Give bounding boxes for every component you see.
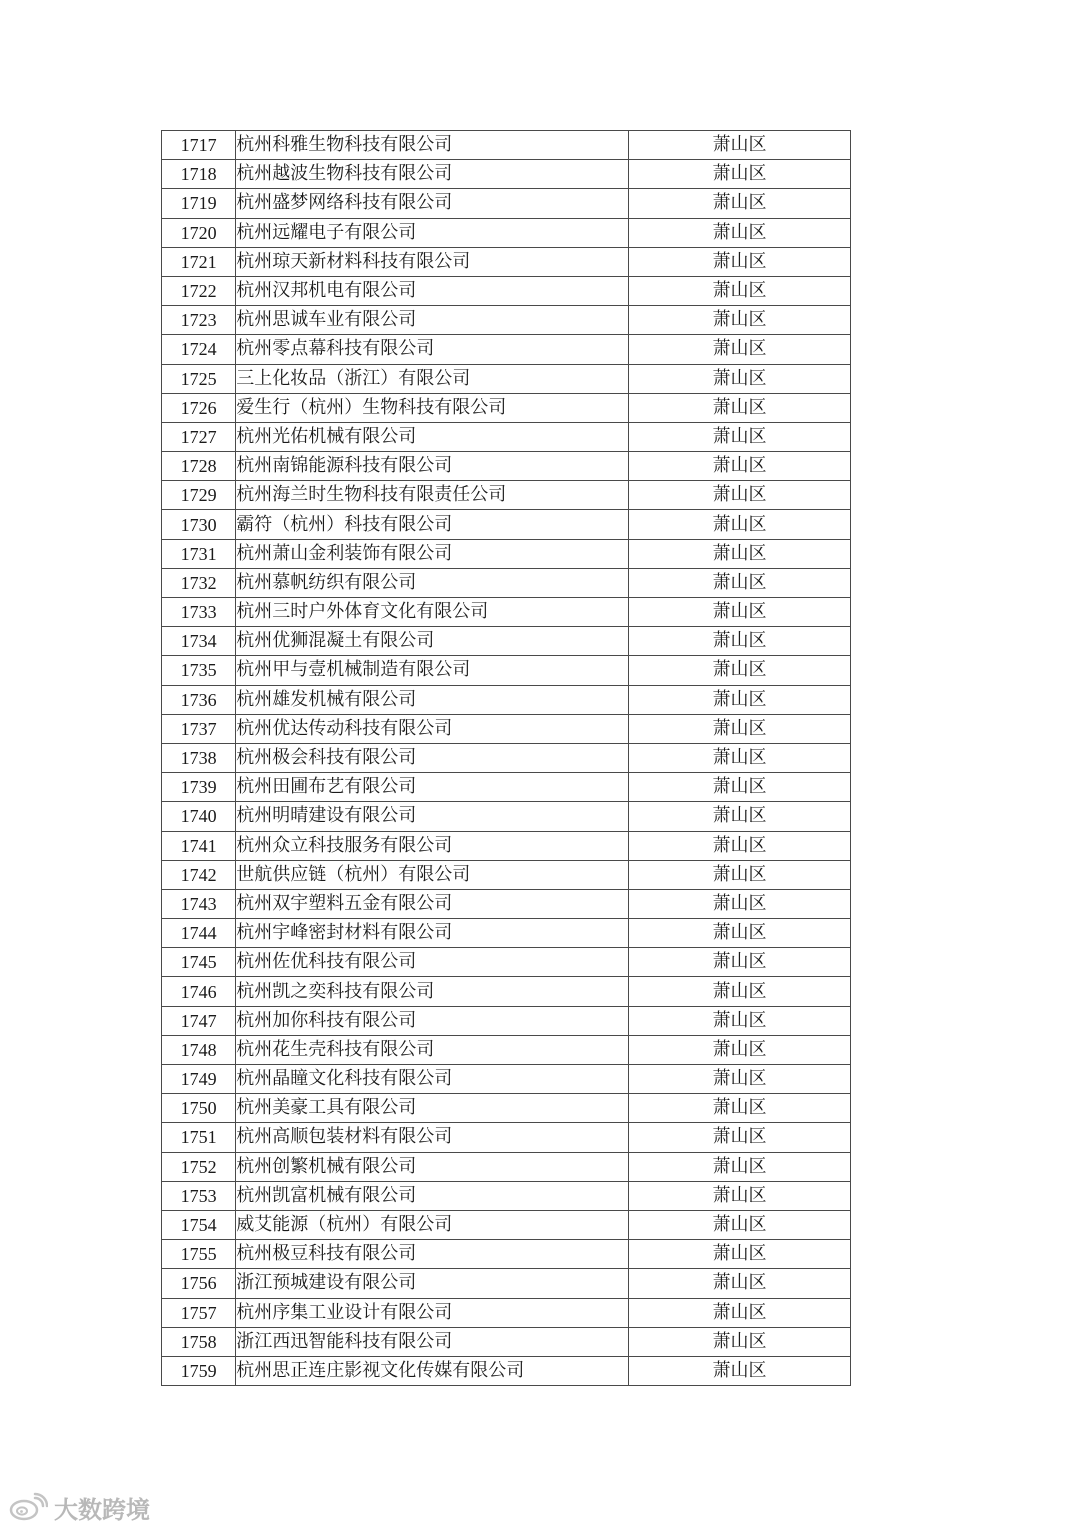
row-number: 1735 bbox=[162, 656, 236, 685]
company-name: 杭州凯之奕科技有限公司 bbox=[236, 977, 629, 1006]
district: 萧山区 bbox=[629, 1035, 851, 1064]
district: 萧山区 bbox=[629, 656, 851, 685]
district: 萧山区 bbox=[629, 743, 851, 772]
district: 萧山区 bbox=[629, 889, 851, 918]
row-number: 1741 bbox=[162, 831, 236, 860]
table-row bbox=[162, 422, 851, 451]
company-name: 杭州琼天新材料科技有限公司 bbox=[236, 247, 629, 276]
row-number: 1757 bbox=[162, 1298, 236, 1327]
company-name: 杭州雄发机械有限公司 bbox=[236, 685, 629, 714]
row-number: 1730 bbox=[162, 510, 236, 539]
row-number: 1756 bbox=[162, 1269, 236, 1298]
district: 萧山区 bbox=[629, 831, 851, 860]
company-name: 杭州凯富机械有限公司 bbox=[236, 1181, 629, 1210]
row-number: 1720 bbox=[162, 218, 236, 247]
district: 萧山区 bbox=[629, 1152, 851, 1181]
district: 萧山区 bbox=[629, 393, 851, 422]
district: 萧山区 bbox=[629, 860, 851, 889]
table-row bbox=[162, 743, 851, 772]
table-row bbox=[162, 568, 851, 597]
company-name: 杭州佐优科技有限公司 bbox=[236, 948, 629, 977]
company-name: 杭州慕帆纺织有限公司 bbox=[236, 568, 629, 597]
district: 萧山区 bbox=[629, 481, 851, 510]
company-name: 杭州创繁机械有限公司 bbox=[236, 1152, 629, 1181]
table-row bbox=[162, 247, 851, 276]
district: 萧山区 bbox=[629, 714, 851, 743]
row-number: 1738 bbox=[162, 743, 236, 772]
table-row bbox=[162, 831, 851, 860]
table-row bbox=[162, 1240, 851, 1269]
company-name: 杭州盛梦网络科技有限公司 bbox=[236, 189, 629, 218]
table-row bbox=[162, 714, 851, 743]
row-number: 1743 bbox=[162, 889, 236, 918]
watermark bbox=[8, 1490, 150, 1524]
table-row bbox=[162, 1356, 851, 1385]
company-name: 杭州思正连庄影视文化传媒有限公司 bbox=[236, 1356, 629, 1385]
table-row bbox=[162, 948, 851, 977]
row-number: 1746 bbox=[162, 977, 236, 1006]
table-row bbox=[162, 335, 851, 364]
table-row bbox=[162, 889, 851, 918]
company-name: 浙江预城建设有限公司 bbox=[236, 1269, 629, 1298]
district: 萧山区 bbox=[629, 276, 851, 305]
company-name: 杭州海兰时生物科技有限责任公司 bbox=[236, 481, 629, 510]
table-row bbox=[162, 1006, 851, 1035]
company-name: 杭州花生壳科技有限公司 bbox=[236, 1035, 629, 1064]
table-row bbox=[162, 364, 851, 393]
company-name: 霸符（杭州）科技有限公司 bbox=[236, 510, 629, 539]
district: 萧山区 bbox=[629, 1327, 851, 1356]
row-number: 1739 bbox=[162, 773, 236, 802]
row-number: 1733 bbox=[162, 598, 236, 627]
table-row bbox=[162, 598, 851, 627]
district: 萧山区 bbox=[629, 802, 851, 831]
row-number: 1718 bbox=[162, 160, 236, 189]
table-row bbox=[162, 685, 851, 714]
company-name: 杭州越波生物科技有限公司 bbox=[236, 160, 629, 189]
district: 萧山区 bbox=[629, 773, 851, 802]
company-name: 爱生行（杭州）生物科技有限公司 bbox=[236, 393, 629, 422]
table-row bbox=[162, 131, 851, 160]
district: 萧山区 bbox=[629, 1123, 851, 1152]
table-row bbox=[162, 1152, 851, 1181]
company-name: 杭州晶瞳文化科技有限公司 bbox=[236, 1065, 629, 1094]
district: 萧山区 bbox=[629, 218, 851, 247]
row-number: 1725 bbox=[162, 364, 236, 393]
company-name: 杭州双宇塑料五金有限公司 bbox=[236, 889, 629, 918]
row-number: 1740 bbox=[162, 802, 236, 831]
table-row bbox=[162, 1123, 851, 1152]
company-name: 杭州宇峰密封材料有限公司 bbox=[236, 919, 629, 948]
company-name: 杭州萧山金利装饰有限公司 bbox=[236, 539, 629, 568]
table-row bbox=[162, 802, 851, 831]
row-number: 1724 bbox=[162, 335, 236, 364]
district: 萧山区 bbox=[629, 685, 851, 714]
table-row bbox=[162, 1181, 851, 1210]
company-name: 杭州高顺包装材料有限公司 bbox=[236, 1123, 629, 1152]
company-list-table bbox=[161, 130, 851, 1386]
row-number: 1728 bbox=[162, 452, 236, 481]
company-name: 杭州加你科技有限公司 bbox=[236, 1006, 629, 1035]
company-name: 杭州序集工业设计有限公司 bbox=[236, 1298, 629, 1327]
district: 萧山区 bbox=[629, 131, 851, 160]
row-number: 1719 bbox=[162, 189, 236, 218]
table-row bbox=[162, 773, 851, 802]
company-name: 三上化妆品（浙江）有限公司 bbox=[236, 364, 629, 393]
company-name: 杭州优达传动科技有限公司 bbox=[236, 714, 629, 743]
district: 萧山区 bbox=[629, 539, 851, 568]
table-row bbox=[162, 393, 851, 422]
row-number: 1744 bbox=[162, 919, 236, 948]
row-number: 1721 bbox=[162, 247, 236, 276]
company-name: 杭州极会科技有限公司 bbox=[236, 743, 629, 772]
district: 萧山区 bbox=[629, 568, 851, 597]
district: 萧山区 bbox=[629, 335, 851, 364]
district: 萧山区 bbox=[629, 1094, 851, 1123]
table-row bbox=[162, 276, 851, 305]
district: 萧山区 bbox=[629, 306, 851, 335]
company-name: 杭州远耀电子有限公司 bbox=[236, 218, 629, 247]
row-number: 1759 bbox=[162, 1356, 236, 1385]
row-number: 1717 bbox=[162, 131, 236, 160]
table-row bbox=[162, 510, 851, 539]
district: 萧山区 bbox=[629, 510, 851, 539]
table-row bbox=[162, 452, 851, 481]
row-number: 1727 bbox=[162, 422, 236, 451]
table-row bbox=[162, 481, 851, 510]
row-number: 1749 bbox=[162, 1065, 236, 1094]
district: 萧山区 bbox=[629, 1269, 851, 1298]
company-name: 杭州思诚车业有限公司 bbox=[236, 306, 629, 335]
district: 萧山区 bbox=[629, 627, 851, 656]
company-name: 杭州光佑机械有限公司 bbox=[236, 422, 629, 451]
row-number: 1753 bbox=[162, 1181, 236, 1210]
row-number: 1742 bbox=[162, 860, 236, 889]
district: 萧山区 bbox=[629, 1298, 851, 1327]
row-number: 1750 bbox=[162, 1094, 236, 1123]
district: 萧山区 bbox=[629, 977, 851, 1006]
table-row bbox=[162, 306, 851, 335]
company-name: 威艾能源（杭州）有限公司 bbox=[236, 1210, 629, 1239]
table-row bbox=[162, 1269, 851, 1298]
company-name: 杭州田圃布艺有限公司 bbox=[236, 773, 629, 802]
district: 萧山区 bbox=[629, 452, 851, 481]
company-name: 杭州明晴建设有限公司 bbox=[236, 802, 629, 831]
company-name: 杭州科雅生物科技有限公司 bbox=[236, 131, 629, 160]
table-row bbox=[162, 1065, 851, 1094]
table-row bbox=[162, 1210, 851, 1239]
row-number: 1745 bbox=[162, 948, 236, 977]
district: 萧山区 bbox=[629, 1065, 851, 1094]
company-name: 浙江西迅智能科技有限公司 bbox=[236, 1327, 629, 1356]
table-row bbox=[162, 1094, 851, 1123]
weibo-logo-icon bbox=[8, 1492, 48, 1522]
table-row bbox=[162, 627, 851, 656]
district: 萧山区 bbox=[629, 189, 851, 218]
company-name: 杭州三时户外体育文化有限公司 bbox=[236, 598, 629, 627]
row-number: 1726 bbox=[162, 393, 236, 422]
row-number: 1751 bbox=[162, 1123, 236, 1152]
row-number: 1722 bbox=[162, 276, 236, 305]
table-row bbox=[162, 656, 851, 685]
row-number: 1732 bbox=[162, 568, 236, 597]
district: 萧山区 bbox=[629, 948, 851, 977]
district: 萧山区 bbox=[629, 422, 851, 451]
district: 萧山区 bbox=[629, 364, 851, 393]
table-row bbox=[162, 1298, 851, 1327]
district: 萧山区 bbox=[629, 247, 851, 276]
row-number: 1731 bbox=[162, 539, 236, 568]
district: 萧山区 bbox=[629, 1006, 851, 1035]
company-name: 杭州甲与壹机械制造有限公司 bbox=[236, 656, 629, 685]
table-row bbox=[162, 189, 851, 218]
row-number: 1752 bbox=[162, 1152, 236, 1181]
district: 萧山区 bbox=[629, 598, 851, 627]
district: 萧山区 bbox=[629, 1356, 851, 1385]
row-number: 1729 bbox=[162, 481, 236, 510]
table-body bbox=[162, 131, 851, 1386]
table-row bbox=[162, 919, 851, 948]
company-name: 杭州美豪工具有限公司 bbox=[236, 1094, 629, 1123]
row-number: 1748 bbox=[162, 1035, 236, 1064]
company-name: 世航供应链（杭州）有限公司 bbox=[236, 860, 629, 889]
table-row bbox=[162, 860, 851, 889]
district: 萧山区 bbox=[629, 1210, 851, 1239]
company-name: 杭州优狮混凝土有限公司 bbox=[236, 627, 629, 656]
watermark-text: 大数跨境 bbox=[54, 1495, 150, 1524]
row-number: 1754 bbox=[162, 1210, 236, 1239]
company-name: 杭州汉邦机电有限公司 bbox=[236, 276, 629, 305]
district: 萧山区 bbox=[629, 1181, 851, 1210]
row-number: 1736 bbox=[162, 685, 236, 714]
company-name: 杭州零点幕科技有限公司 bbox=[236, 335, 629, 364]
row-number: 1747 bbox=[162, 1006, 236, 1035]
table-row bbox=[162, 1035, 851, 1064]
district: 萧山区 bbox=[629, 160, 851, 189]
district: 萧山区 bbox=[629, 919, 851, 948]
table-row bbox=[162, 977, 851, 1006]
district: 萧山区 bbox=[629, 1240, 851, 1269]
row-number: 1755 bbox=[162, 1240, 236, 1269]
row-number: 1737 bbox=[162, 714, 236, 743]
row-number: 1758 bbox=[162, 1327, 236, 1356]
row-number: 1723 bbox=[162, 306, 236, 335]
company-name: 杭州众立科技服务有限公司 bbox=[236, 831, 629, 860]
table-row bbox=[162, 539, 851, 568]
table-row bbox=[162, 218, 851, 247]
table-row bbox=[162, 160, 851, 189]
row-number: 1734 bbox=[162, 627, 236, 656]
company-name: 杭州极豆科技有限公司 bbox=[236, 1240, 629, 1269]
company-name: 杭州南锦能源科技有限公司 bbox=[236, 452, 629, 481]
table-row bbox=[162, 1327, 851, 1356]
